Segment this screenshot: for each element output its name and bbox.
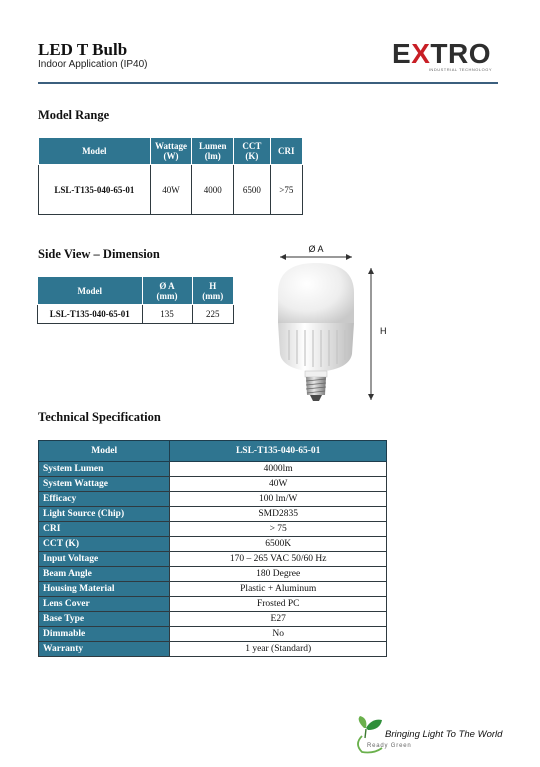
col-model: Model — [38, 277, 143, 305]
spec-label: Light Source (Chip) — [39, 507, 170, 522]
table-row — [39, 477, 387, 492]
width-label: Ø A — [308, 244, 324, 254]
model-range-header-row — [39, 138, 303, 165]
spec-label: Efficacy — [39, 492, 170, 507]
table-row — [39, 642, 387, 657]
ready-green-logo — [352, 714, 522, 754]
cell-height: 225 — [192, 305, 233, 324]
table-row — [39, 627, 387, 642]
table-row — [39, 597, 387, 612]
table-row — [39, 492, 387, 507]
col-height: H (mm) — [192, 277, 233, 305]
spec-label: Warranty — [39, 642, 170, 657]
spec-value: > 75 — [170, 522, 387, 537]
table-row — [39, 462, 387, 477]
footer-brand: Ready Green — [367, 743, 412, 749]
table-row — [39, 537, 387, 552]
cell-model: LSL-T135-040-65-01 — [39, 165, 151, 215]
page-subtitle: Indoor Application (IP40) — [38, 59, 148, 70]
table-row — [39, 165, 303, 215]
col-wattage: Wattage (W) — [150, 138, 192, 165]
spec-value: E27 — [170, 612, 387, 627]
height-dimension-arrow — [368, 268, 374, 400]
cell-cri: >75 — [270, 165, 302, 215]
dimension-header-row — [38, 277, 234, 305]
spec-value: 100 lm/W — [170, 492, 387, 507]
extro-logo — [392, 40, 498, 74]
cell-wattage: 40W — [150, 165, 192, 215]
spec-value: 4000lm — [170, 462, 387, 477]
spec-value: SMD2835 — [170, 507, 387, 522]
model-range-table — [38, 137, 303, 215]
spec-value: 6500K — [170, 537, 387, 552]
cell-diameter: 135 — [142, 305, 192, 324]
model-range-heading: Model Range — [38, 108, 110, 122]
table-row — [39, 522, 387, 537]
cell-model: LSL-T135-040-65-01 — [38, 305, 143, 324]
col-model-value: LSL-T135-040-65-01 — [170, 441, 387, 462]
spec-label: Housing Material — [39, 582, 170, 597]
table-row — [39, 567, 387, 582]
col-cct: CCT (K) — [234, 138, 271, 165]
spec-label: Input Voltage — [39, 552, 170, 567]
spec-label: CCT (K) — [39, 537, 170, 552]
spec-value: Frosted PC — [170, 597, 387, 612]
header-divider — [38, 82, 498, 84]
col-model: Model — [39, 138, 151, 165]
cell-cct: 6500 — [234, 165, 271, 215]
spec-label: Lens Cover — [39, 597, 170, 612]
spec-value: No — [170, 627, 387, 642]
col-model: Model — [39, 441, 170, 462]
spec-label: Beam Angle — [39, 567, 170, 582]
spec-label: CRI — [39, 522, 170, 537]
dimension-heading: Side View – Dimension — [38, 247, 160, 261]
spec-value: 170 – 265 VAC 50/60 Hz — [170, 552, 387, 567]
table-row — [39, 612, 387, 627]
spec-value: 180 Degree — [170, 567, 387, 582]
table-row — [38, 305, 234, 324]
col-cri: CRI — [270, 138, 302, 165]
height-label: H — [380, 326, 387, 336]
bulb-icon — [278, 263, 354, 401]
spec-label: System Lumen — [39, 462, 170, 477]
table-row — [39, 507, 387, 522]
spec-label: System Wattage — [39, 477, 170, 492]
table-row — [39, 582, 387, 597]
spec-value: 1 year (Standard) — [170, 642, 387, 657]
spec-label: Base Type — [39, 612, 170, 627]
logo-wordmark: EXTRO — [392, 38, 491, 69]
spec-label: Dimmable — [39, 627, 170, 642]
tech-spec-table — [38, 440, 387, 657]
tech-spec-header-row — [39, 441, 387, 462]
footer-slogan: Bringing Light To The World — [385, 729, 503, 740]
col-diameter: Ø A (mm) — [142, 277, 192, 305]
logo-tagline: INDUSTRIAL TECHNOLOGY — [428, 67, 492, 72]
spec-value: Plastic + Aluminum — [170, 582, 387, 597]
page-title: LED T Bulb — [38, 40, 128, 59]
table-row — [39, 552, 387, 567]
width-dimension-arrow — [280, 254, 352, 260]
tech-spec-heading: Technical Specification — [38, 410, 161, 424]
cell-lumen: 4000 — [192, 165, 234, 215]
col-lumen: Lumen (lm) — [192, 138, 234, 165]
bulb-dimension-diagram — [265, 238, 395, 408]
dimension-table — [37, 276, 234, 324]
spec-value: 40W — [170, 477, 387, 492]
